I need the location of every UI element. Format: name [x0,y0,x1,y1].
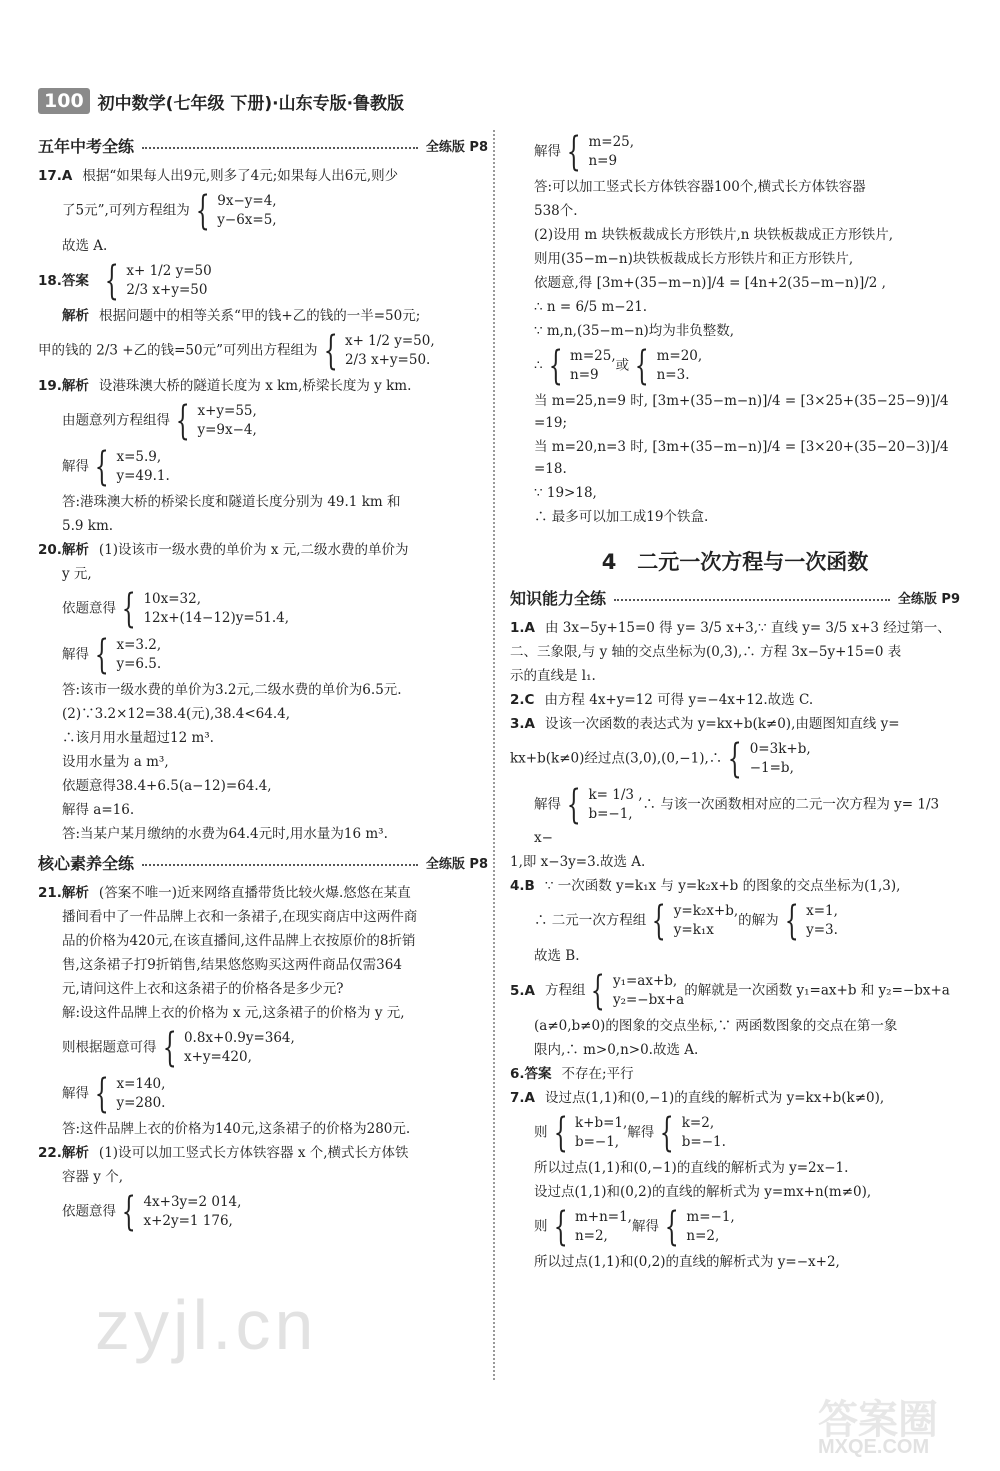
q20-line1: 20.解析 (1)设该市一级水费的单价为 x 元,二级水费的单价为 [38,542,409,558]
q20-line10: 解得 a=16. [62,802,135,818]
q22c-line9: ∴ { m=25, n=9 或 { m=20, n=3. [534,343,703,389]
q22c-line4: (2)设用 m 块铁板裁成长方形铁片,n 块铁板裁成正方形铁片, [534,227,894,243]
q4-line3: 故选 B. [534,948,580,964]
q22c-line6: 依题意,得 [3m+(35−m−n)]/4 = [4n+2(35−m−n)]/2 , [534,275,886,291]
q5-line2: (a≠0,b≠0)的图象的交点坐标,∵ 两函数图象的交点在第一象 [534,1018,898,1034]
q3-line2: kx+b(k≠0)经过点(3,0),(0,−1),∴ { 0=3k+b, −1=b, [510,736,811,782]
q22c-line5: 则用(35−m−n)块铁板裁成长方形铁片和正方形铁片, [534,251,854,267]
q7-line4: 设过点(1,1)和(0,2)的直线的解析式为 y=mx+n(m≠0), [534,1184,872,1200]
section-ref: 全练版 P8 [425,140,488,155]
equation-system: { 9x−y=4, y−6x=5, [195,188,277,234]
q1-line3: 示的直线是 l₁. [510,668,596,684]
q1-line1: 1.A 由 3x−5y+15=0 得 y= 3/5 x+3,∵ 直线 y= 3/5 x+3 经过第一、 [510,620,951,636]
q21-line4: 售,这条裙子打9折销售,结果悠悠购买这两件商品仅需364 [62,957,402,973]
q22c-line3: 538个. [534,203,578,219]
q21-line9: 答:这件品牌上衣的价格为140元,这条裙子的价格为280元. [62,1121,411,1137]
q21-line8: 解得 { x=140, y=280. [62,1071,166,1117]
q21-line3: 品的价格为420元,在该直播间,这件品牌上衣按原价的8折销 [62,933,416,949]
q22c-line13: ∴ 最多可以加工成19个铁盒. [534,509,709,525]
section-title: 五年中考全练 [38,137,135,156]
q19-line2: 由题意列方程组得 { x+y=55, y=9x−4, [62,398,257,444]
q22-line1: 22.解析 (1)设可以加工竖式长方体铁容器 x 个,横式长方体铁 [38,1145,409,1161]
q22-line2: 容器 y 个, [62,1169,124,1185]
q7-line6: 所以过点(1,1)和(0,2)的直线的解析式为 y=−x+2, [534,1254,840,1270]
watermark-zyjl: zyjl.cn [95,1286,318,1364]
section-header [38,134,488,157]
q22c-line12: ∵ 19>18, [534,485,597,501]
section-ref: 全练版 P8 [425,857,488,872]
section-header [38,851,488,874]
q22-line3: 依题意得 { 4x+3y=2 014, x+2y=1 176, [62,1189,242,1235]
q5-line1: 5.A 方程组 { y₁=ax+b, y₂=−bx+a 的解就是一次函数 y₁=ax+b 和 y₂=−bx+a [510,968,950,1014]
page-number: 100 [38,88,90,114]
column-divider [493,130,495,1380]
q20-line5: 答:该市一级水费的单价为3.2元,二级水费的单价为6.5元. [62,682,402,698]
q7-line1: 7.A 设过点(1,1)和(0,−1)的直线的解析式为 y=kx+b(k≠0), [510,1090,885,1106]
book-title: 初中数学(七年级 下册)·山东专版·鲁教版 [97,93,405,114]
q20-line9: 依题意得38.4+6.5(a−12)=64.4, [62,778,272,794]
q22c-line2: 答:可以加工竖式长方体铁容器100个,横式长方体铁容器 [534,179,866,195]
q20-line7: ∴该月用水量超过12 m³. [62,730,214,746]
right-column [510,128,960,1275]
section-ref: 全练版 P9 [897,592,960,607]
section-header [510,586,960,609]
q3-line4: 1,即 x−3y=3.故选 A. [510,854,646,870]
q21-line1: 21.解析 (答案不唯一)近来网络直播带货比较火爆.悠悠在某直 [38,885,411,901]
q18-line2: 甲的钱的 2/3 +乙的钱=50元”可列出方程组为 { x+ 1/2 y=50, 2/3 x+y=50. [38,328,435,374]
q21-line7: 则根据题意可得 { 0.8x+0.9y=364, x+y=420, [62,1025,295,1071]
q22c-line8: ∵ m,n,(35−m−n)均为非负整数, [534,323,735,339]
q4-line2: ∴ 二元一次方程组 { y=k₂x+b, y=k₁x 的解为 { x=1, y=3. [534,898,838,944]
section-title: 核心素养全练 [38,854,135,873]
q21-line2: 播间看中了一件品牌上衣和一条裙子,在现实商店中这两件商 [62,909,418,925]
q7-line5: 则 { m+n=1, n=2, 解得 { m=−1, n=2, [534,1204,735,1250]
q2-line1: 2.C 由方程 4x+y=12 可得 y=−4x+12.故选 C. [510,692,814,708]
q20-line4: 解得 { x=3.2, y=6.5. [62,632,162,678]
q7-line2: 则 { k+b=1, b=−1, 解得 { k=2, b=−1. [534,1110,726,1156]
page-header [38,86,404,116]
q7-line3: 所以过点(1,1)和(0,−1)的直线的解析式为 y=2x−1. [534,1160,849,1176]
q21-line5: 元,请问这件上衣和这条裙子的价格各是多少元? [62,981,344,997]
left-column [38,128,488,1236]
chapter-title: 4 二元一次方程与一次函数 [601,550,869,574]
q22c-line10: 当 m=25,n=9 时, [3m+(35−m−n)]/4 = [3×25+(35−25−9)]/4 =19; [534,393,949,431]
q19-line4: 答:港珠澳大桥的桥梁长度和隧道长度分别为 49.1 km 和 [62,494,401,510]
q3-line3: 解得 { k= 1/3 , b=−1, ∴ 与该一次函数相对应的二元一次方程为 y= 1/3 x− [534,782,940,846]
q5-line3: 限内,∴ m>0,n>0.故选 A. [534,1042,699,1058]
q18-analysis: 解析 根据问题中的相等关系“甲的钱+乙的钱的一半=50元; [62,308,421,324]
q20-line3: 依题意得 { 10x=32, 12x+(14−12)y=51.4, [62,586,290,632]
q22c-line11: 当 m=20,n=3 时, [3m+(35−m−n)]/4 = [3×20+(35−20−3)]/4 =18. [534,439,949,477]
q20-line11: 答:当某户某月缴纳的水费为64.4元时,用水量为16 m³. [62,826,388,842]
q21-line6: 解:设这件品牌上衣的价格为 x 元,这条裙子的价格为 y 元, [62,1005,405,1021]
q4-line1: 4.B ∵ 一次函数 y=k₁x 与 y=k₂x+b 的图象的交点坐标为(1,3), [510,878,901,894]
q22c-line1: 解得 { m=25, n=9 [534,129,635,175]
q20-line6: (2)∵3.2×12=38.4(元),38.4<64.4, [62,706,290,722]
q18-answer: 18.答案 { x+ 1/2 y=50 2/3 x+y=50 [38,258,212,304]
q17-line3: 故选 A. [62,238,108,254]
q22c-line7: ∴ n = 6/5 m−21. [534,299,648,315]
q17-line1: 17.A 根据“如果每人出9元,则多了4元;如果每人出6元,则少 [38,168,399,184]
q19-line1: 19.解析 设港珠澳大桥的隧道长度为 x km,桥梁长度为 y km. [38,378,412,394]
q20-line8: 设用水量为 a m³, [62,754,169,770]
q19-line5: 5.9 km. [62,518,114,534]
watermark-url: MXQE.COM [818,1436,930,1458]
section-title: 知识能力全练 [510,589,607,608]
q1-line2: 二、三象限,与 y 轴的交点坐标为(0,3),∴ 方程 3x−5y+15=0 表 [510,644,902,660]
q17-line2: 了5元”,可列方程组为 { 9x−y=4, y−6x=5, [62,188,277,234]
q6-line1: 6.答案 不存在;平行 [510,1066,634,1082]
q19-line3: 解得 { x=5.9, y=49.1. [62,444,170,490]
q3-line1: 3.A 设该一次函数的表达式为 y=kx+b(k≠0),由题图知直线 y= [510,716,900,732]
q20-line2: y 元, [62,566,92,582]
watermark-logo: 答案圈 [818,1398,938,1442]
